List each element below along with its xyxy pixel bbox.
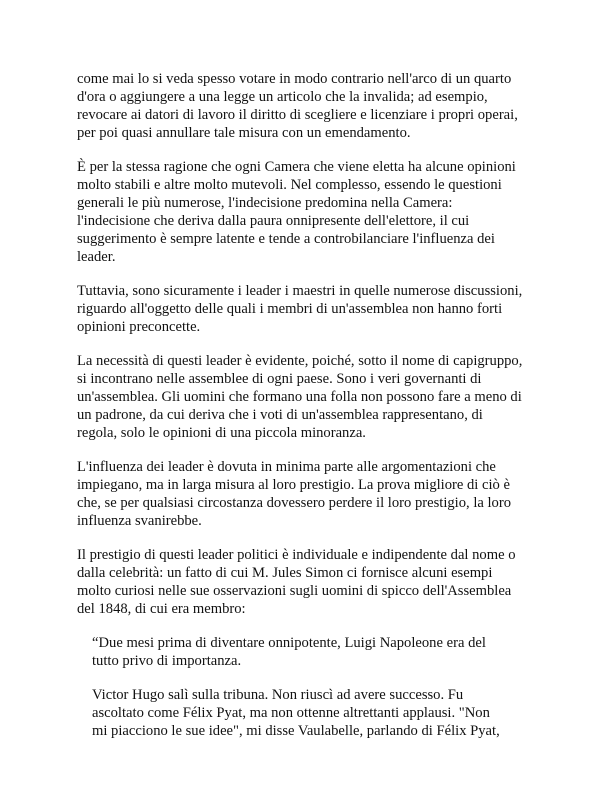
paragraph-5 bbox=[77, 458, 543, 530]
text-line: come mai lo si veda spesso votare in modo contrario nell'arco di un quarto bbox=[77, 71, 512, 87]
text-line: L'influenza dei leader è dovuta in minima parte alle argomentazioni che bbox=[77, 459, 496, 475]
text-line: un'assemblea. Gli uomini che formano una folla non possono fare a meno di bbox=[77, 389, 522, 405]
text-line: suggerimento è sempre latente e tende a controbilanciare l'influenza dei bbox=[77, 231, 495, 247]
paragraph-4 bbox=[77, 352, 543, 442]
quote-line: ascoltato come Félix Pyat, ma non ottenne altrettanti applausi. "Non bbox=[92, 705, 490, 721]
paragraph-2 bbox=[77, 158, 543, 266]
paragraph-3 bbox=[77, 282, 543, 336]
paragraph-1 bbox=[77, 70, 543, 142]
quote-line: Victor Hugo salì sulla tribuna. Non riuscì ad avere successo. Fu bbox=[92, 687, 464, 703]
text-line: revocare ai datori di lavoro il diritto di scegliere e licenziare i propri operai, bbox=[77, 107, 518, 123]
text-line: che, se per qualsiasi circostanza dovessero perdere il loro prestigio, la loro bbox=[77, 495, 512, 511]
text-line: per poi quasi annullare tale misura con un emendamento. bbox=[77, 125, 411, 141]
quote-line: tutto privo di importanza. bbox=[92, 653, 242, 669]
text-line: si incontrano nelle assemblee di ogni paese. Sono i veri governanti di bbox=[77, 371, 482, 387]
block-quote-paragraph-1 bbox=[92, 634, 543, 670]
document-body bbox=[77, 70, 543, 756]
quote-line: “Due mesi prima di diventare onnipotente, Luigi Napoleone era del bbox=[92, 635, 486, 651]
text-line: d'ora o aggiungere a una legge un articolo che la invalida; ad esempio, bbox=[77, 89, 488, 105]
text-line: regola, solo le opinioni di una piccola minoranza. bbox=[77, 425, 366, 441]
text-line: influenza svanirebbe. bbox=[77, 513, 202, 529]
text-line: riguardo all'oggetto delle quali i membri di un'assemblea non hanno forti bbox=[77, 301, 503, 317]
text-line: molto stabili e altre molto mutevoli. Nel complesso, essendo le questioni bbox=[77, 177, 502, 193]
text-line: dalla celebrità: un fatto di cui M. Jules Simon ci fornisce alcuni esempi bbox=[77, 565, 493, 581]
block-quote-paragraph-2 bbox=[92, 686, 543, 740]
text-line: del 1848, di cui era membro: bbox=[77, 601, 246, 617]
text-line: Tuttavia, sono sicuramente i leader i maestri in quelle numerose discussioni, bbox=[77, 283, 523, 299]
text-line: La necessità di questi leader è evidente, poiché, sotto il nome di capigruppo, bbox=[77, 353, 523, 369]
text-line: molto curiosi nelle sue osservazioni sugli uomini di spicco dell'Assemblea bbox=[77, 583, 512, 599]
text-line: È per la stessa ragione che ogni Camera che viene eletta ha alcune opinioni bbox=[77, 159, 516, 175]
text-line: leader. bbox=[77, 249, 116, 265]
quote-line: mi piacciono le sue idee", mi disse Vaulabelle, parlando di Félix Pyat, bbox=[92, 723, 500, 739]
text-line: impiegano, ma in larga misura al loro prestigio. La prova migliore di ciò è bbox=[77, 477, 510, 493]
text-line: un padrone, da cui deriva che i voti di un'assemblea rappresentano, di bbox=[77, 407, 483, 423]
text-line: l'indecisione che deriva dalla paura onnipresente dell'elettore, il cui bbox=[77, 213, 470, 229]
text-line: Il prestigio di questi leader politici è individuale e indipendente dal nome o bbox=[77, 547, 516, 563]
text-line: opinioni preconcette. bbox=[77, 319, 201, 335]
paragraph-6 bbox=[77, 546, 543, 618]
text-line: generali le più numerose, l'indecisione predomina nella Camera: bbox=[77, 195, 453, 211]
